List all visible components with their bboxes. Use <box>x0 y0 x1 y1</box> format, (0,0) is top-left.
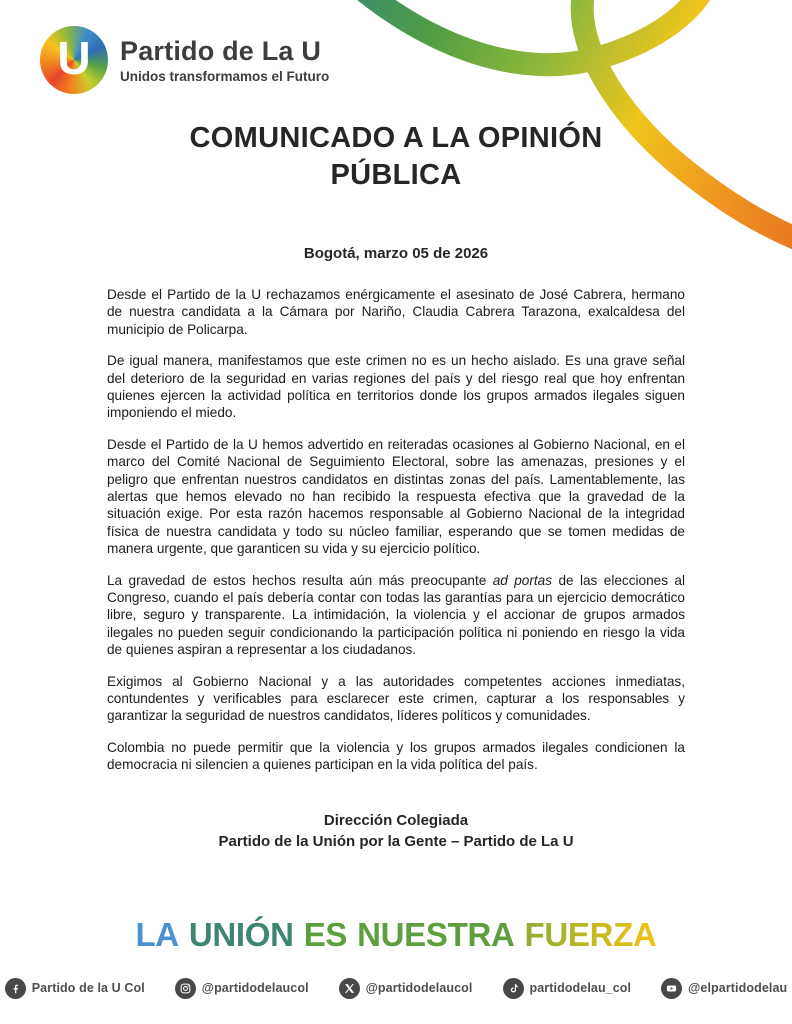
paragraph <box>107 436 685 557</box>
social-item-instagram[interactable] <box>175 978 309 999</box>
paragraph-text: De igual manera, manifestamos que este crimen no es un hecho aislado. Es una grave señal del deterioro de la seguridad en varias regiones del país y del riesgo real que hoy enfrentan quienes ejercen la actividad política en territorios donde los grupos armados ilegales siguen imponiendo el miedo. <box>107 353 685 421</box>
youtube-icon <box>661 978 682 999</box>
signature-line-2: Partido de la Unión por la Gente – Partido de La U <box>218 832 574 850</box>
paragraph <box>107 739 685 774</box>
title-line-1: COMUNICADO A LA OPINIÓN <box>189 122 603 154</box>
social-handle: partidodelau_col <box>529 981 632 996</box>
social-handle: @partidodelaucol <box>365 981 473 996</box>
facebook-icon <box>5 978 26 999</box>
body-paragraphs <box>107 286 685 774</box>
title-line-2: PÚBLICA <box>330 158 462 191</box>
paragraph <box>107 286 685 338</box>
instagram-icon <box>175 978 196 999</box>
slogan-word: ES <box>303 915 348 953</box>
social-item-youtube[interactable] <box>661 978 787 999</box>
paragraph-text: Exigimos al Gobierno Nacional y a las autoridades competentes acciones inmediatas, contundentes y verificables para esclarecer este crimen, capturar a los responsables y garantizar la seguridad de nuestros candidatos, líderes políticos y comunidades. <box>107 673 685 724</box>
tiktok-icon <box>503 978 524 999</box>
signature-block <box>0 810 792 852</box>
social-item-x[interactable] <box>339 978 473 999</box>
slogan-word: LA <box>135 915 179 953</box>
social-handle: @partidodelaucol <box>201 981 309 996</box>
x-icon <box>339 978 360 999</box>
dateline: Bogotá, marzo 05 de 2026 <box>303 245 489 263</box>
paragraph-text: de las elecciones al Congreso, cuando el país debería contar con todas las garantías para un ejercicio democrático libre, seguro y transparente. La intimidación, la violencia y el accionar de grupos armados ilegales no pueden seguir condicionando la participación política ni poniendo en riesgo la vida de quienes aspiran a representar a los ciudadanos. <box>107 572 685 657</box>
slogan <box>0 916 792 954</box>
slogan-word: NUESTRA <box>357 915 515 953</box>
document-title <box>0 120 792 193</box>
social-bar <box>0 978 792 999</box>
signature-line-1: Dirección Colegiada <box>323 811 469 829</box>
social-handle: Partido de la U Col <box>31 981 145 996</box>
italic-phrase: ad portas <box>492 572 553 588</box>
social-item-facebook[interactable] <box>5 978 145 999</box>
paragraph-text: Colombia no puede permitir que la violencia y los grupos armados ilegales condicionen la democracia ni silencien a quienes participan en la vida política del país. <box>107 740 685 773</box>
social-handle: @elpartidodelau <box>688 981 788 996</box>
paragraph-text: Desde el Partido de la U hemos advertido en reiteradas ocasiones al Gobierno Nacional, en el marco del Comité Nacional de Seguimiento Electoral, sobre las amenazas, presiones y el peligro que enfrentan nuestros candidatos en distintas zonas del país. Lamentablemente, las alertas que hemos elevado no han recibido la respuesta efectiva que la gravedad de la situación exige. Por esta razón hacemos responsable al Gobierno Nacional de la integridad física de nuestra candidata y todo su núcleo familiar, esperando que se tomen medidas de manera urgente, que garanticen su vida y su ejercicio político. <box>107 437 685 556</box>
paragraph-text: Desde el Partido de la U rechazamos enérgicamente el asesinato de José Cabrera, hermano de nuestra candidata a la Cámara por Nariño, Claudia Cabrera Tarazona, exalcaldesa del municipio de Policarpa. <box>107 287 685 337</box>
paragraph <box>107 673 685 725</box>
paragraph-text: La gravedad de estos hechos resulta aún más preocupante <box>107 572 493 588</box>
logo-letter: U <box>57 32 91 84</box>
slogan-word: FUERZA <box>524 915 657 953</box>
slogan-word: UNIÓN <box>188 915 294 953</box>
paragraph <box>107 572 685 658</box>
brand-tagline: Unidos transformamos el Futuro <box>120 69 330 84</box>
brand-name: Partido de La U <box>120 36 322 66</box>
paragraph <box>107 352 685 421</box>
social-item-tiktok[interactable] <box>503 978 632 999</box>
